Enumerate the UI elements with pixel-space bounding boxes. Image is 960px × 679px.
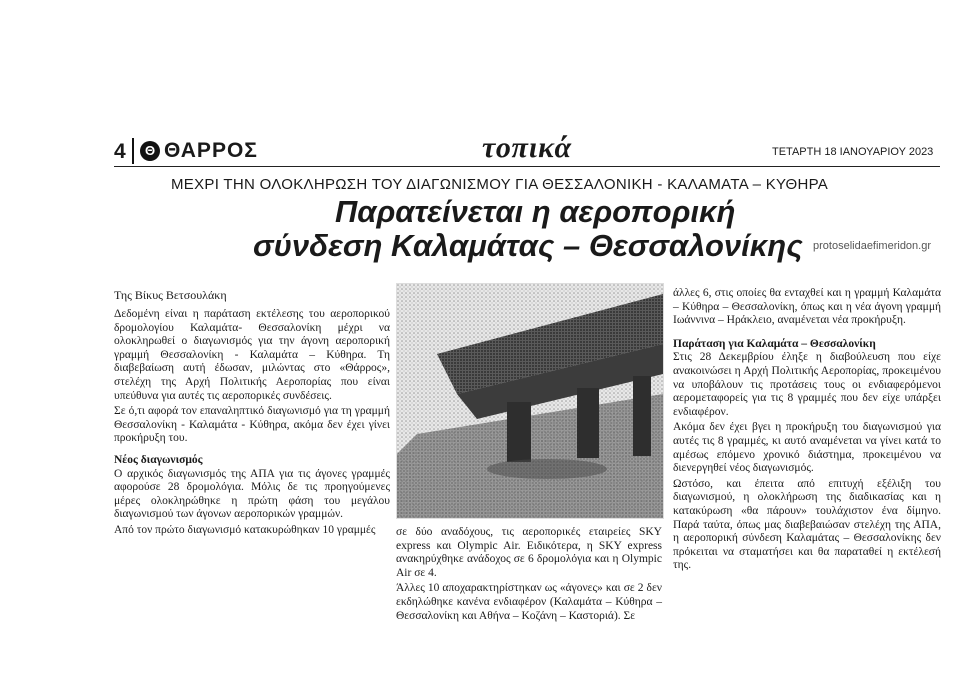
article-photo	[396, 283, 664, 519]
airplane-wing-photo-icon	[397, 284, 663, 518]
paragraph: άλλες 6, στις οποίες θα ενταχθεί και η γραμμή Καλαμάτα – Κύθηρα – Θεσσαλονίκη, όπως και η νέα άγονη γραμμή Ιωάννινα – Ηράκλειο, αναμένεται νέα προκήρυξη.	[673, 287, 941, 327]
page-number-separator	[132, 138, 134, 164]
paragraph: Ο αρχικός διαγωνισμός της ΑΠΑ για τις άγονες γραμμές αφορούσε 28 δρομολόγια. Μόλις δε τις προηγούμενες μέρες ολοκληρώθηκε η πρώτη φάση του μεγάλου διαγωνισμού των άγονων αεροπορικών γραμμών.	[114, 467, 390, 521]
paragraph: Δεδομένη είναι η παράταση εκτέλεσης του αεροπορικού δρομολογίου Καλαμάτα- Θεσσαλονίκη μέχρι να ολοκληρωθεί ο διαγωνισμός για την άγονη αεροπορική γραμμή Θεσσαλονίκη - Καλαμάτα – Κύθηρα. Τη διαβεβαίωση αυτή έδωσαν, μιλώντας στο «Θάρρος», στελέχη της Αρχή Πολιτικής Αεροπορίας που είναι υπεύθυνα για αυτές τις αεροπορικές συνδέσεις.	[114, 308, 390, 402]
section-name: τοπικά	[482, 131, 573, 164]
header-rule	[114, 166, 940, 167]
page-number: 4	[114, 140, 126, 163]
article-column-2	[396, 526, 662, 625]
watermark: protoselidaefimeridon.gr	[813, 240, 932, 252]
headline-line-1: Παρατείνεται η αεροπορική	[335, 194, 736, 229]
newspaper-logo-icon: Θ	[140, 141, 160, 161]
paragraph: Ωστόσο, και έπειτα από επιτυχή εξέλιξη του διαγωνισμού, η ολοκλήρωση της διαδικασίας και η κατακύρωση «θα πάρουν» τουλάχιστον ένα δίμηνο. Παρά ταύτα, όπως μας διαβεβαιώσαν στελέχη της ΑΠΑ, η αεροπορική σύνδεση Καλαμάτας – Θεσσαλονίκης δεν πρόκειται να σταματήσει και θα παραταθεί η εκτέλεσή της.	[673, 477, 941, 572]
paragraph: Ακόμα δεν έχει βγει η προκήρυξη του διαγωνισμού για αυτές τις 8 γραμμές, κι αυτό αναμένεται να γίνει κατά το αμέσως επόμενο χρονικό διάστημα, προκειμένου να διενεργηθεί νέος διαγωνισμός.	[673, 421, 941, 475]
paragraph: Στις 28 Δεκεμβρίου έληξε η διαβούλευση που είχε ανακοινώσει η Αρχή Πολιτικής Αεροπορίας, προκειμένου να υποβάλουν τις προτάσεις τους οι ενδιαφερόμενοι αερομεταφορείς για τις 8 γραμμές που δεν είχε υπάρξει ενδιαφέρον.	[673, 351, 941, 418]
article-column-3	[673, 287, 941, 575]
byline: Της Βίκυς Βετσουλάκη	[114, 288, 227, 302]
headline-line-2: σύνδεση Καλαμάτας – Θεσσαλονίκης	[253, 228, 803, 263]
subheading: Παράταση για Καλαμάτα – Θεσσαλονίκη	[673, 337, 876, 350]
paragraph: σε δύο αναδόχους, τις αεροπορικές εταιρείες SKY express και Olympic Air. Ειδικότερα, η SKY express ανακηρύχθηκε ανάδοχος σε 6 δρομολόγια και η Olympic Air σε 4.	[396, 526, 662, 579]
newspaper-name: ΘΑΡΡΟΣ	[164, 139, 258, 162]
article-column-1	[114, 308, 390, 540]
article-kicker: ΜΕΧΡΙ ΤΗΝ ΟΛΟΚΛΗΡΩΣΗ ΤΟΥ ΔΙΑΓΩΝΙΣΜΟΥ ΓΙΑ ΘΕΣΣΑΛΟΝΙΚΗ - ΚΑΛΑΜΑΤΑ – ΚΥΘΗΡΑ	[171, 176, 829, 193]
paragraph: Άλλες 10 αποχαρακτηρίστηκαν ως «άγονες» και σε 2 δεν εκδηλώθηκε κανένα ενδιαφέρον (Καλαμάτα – Κύθηρα – Θεσσαλονίκη και Αθήνα – Κοζάνη – Καστοριά). Σε	[396, 582, 662, 622]
subheading: Νέος διαγωνισμός	[114, 453, 203, 466]
paragraph: Από τον πρώτο διαγωνισμό κατακυρώθηκαν 10 γραμμές	[114, 523, 376, 536]
issue-date: ΤΕΤΑΡΤΗ 18 ΙΑΝΟΥΑΡΙΟΥ 2023	[772, 146, 934, 158]
paragraph: Σε ό,τι αφορά τον επαναληπτικό διαγωνισμό για τη γραμμή Θεσσαλονίκη - Καλαμάτα - Κύθηρα, ακόμα δεν έχει γίνει προκήρυξη του.	[114, 405, 390, 445]
